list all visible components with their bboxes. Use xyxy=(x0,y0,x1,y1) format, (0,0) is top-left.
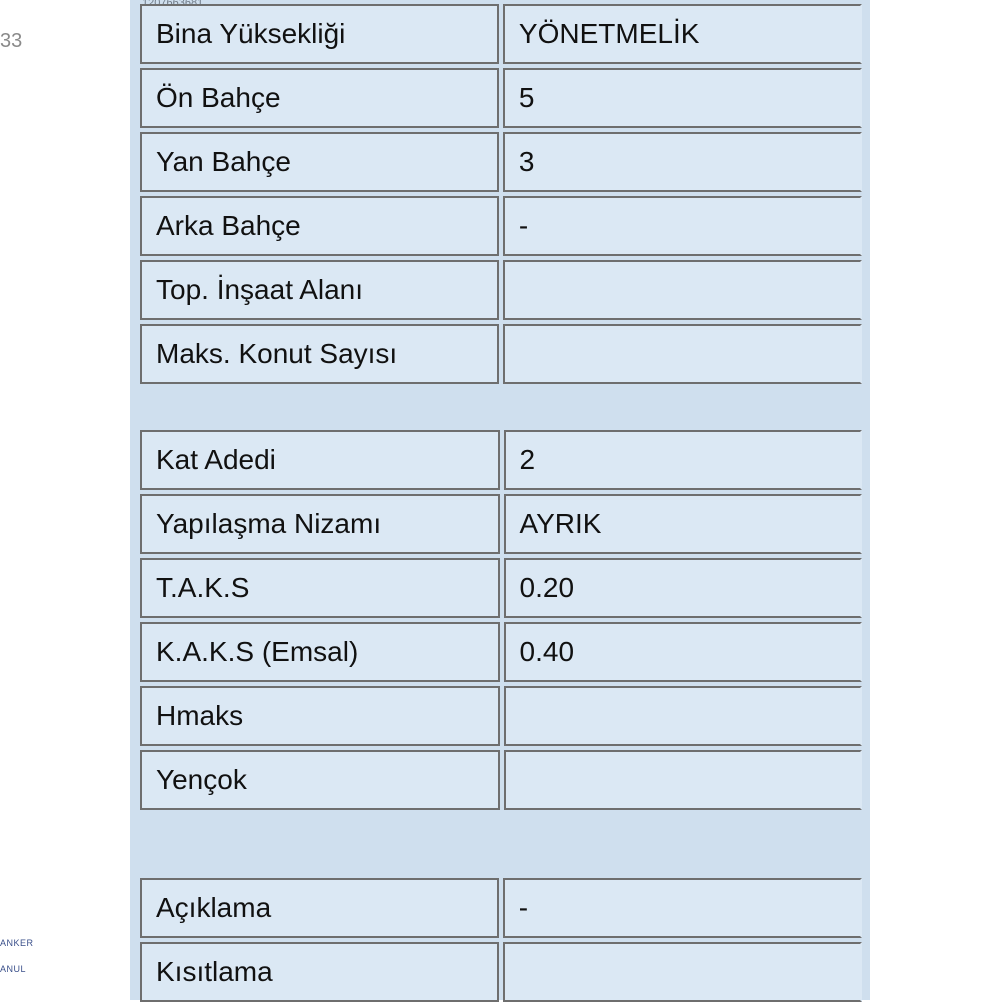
row-value xyxy=(504,686,862,746)
table-row xyxy=(140,942,862,1002)
table-row xyxy=(140,324,862,384)
agency-logo xyxy=(0,930,34,982)
table-row xyxy=(140,260,862,320)
row-label: Top. İnşaat Alanı xyxy=(140,260,499,320)
notes-table xyxy=(136,874,866,1006)
row-label: Bina Yüksekliği xyxy=(140,4,499,64)
row-label: Maks. Konut Sayısı xyxy=(140,324,499,384)
row-value xyxy=(504,750,862,810)
logo-line-2: ANUL xyxy=(0,964,27,974)
margin-number: 33 xyxy=(0,30,23,52)
row-value: 0.20 xyxy=(504,558,862,618)
table-row xyxy=(140,750,862,810)
table-row xyxy=(140,4,862,64)
table-row xyxy=(140,686,862,746)
row-value: 2 xyxy=(504,430,862,490)
table-row xyxy=(140,622,862,682)
row-label: Yan Bahçe xyxy=(140,132,499,192)
row-label: Ön Bahçe xyxy=(140,68,499,128)
row-value: 0.40 xyxy=(504,622,862,682)
table-row xyxy=(140,494,862,554)
building-density-table xyxy=(136,426,866,814)
building-setback-table xyxy=(136,0,866,388)
table-row xyxy=(140,558,862,618)
row-label: T.A.K.S xyxy=(140,558,500,618)
row-value: - xyxy=(503,196,862,256)
row-value xyxy=(503,324,862,384)
row-label: Yençok xyxy=(140,750,500,810)
row-label: K.A.K.S (Emsal) xyxy=(140,622,500,682)
table-row xyxy=(140,430,862,490)
row-value xyxy=(503,260,862,320)
row-value: 3 xyxy=(503,132,862,192)
row-label: Yapılaşma Nizamı xyxy=(140,494,500,554)
row-value: YÖNETMELİK xyxy=(503,4,862,64)
row-label: Arka Bahçe xyxy=(140,196,499,256)
row-label: Açıklama xyxy=(140,878,499,938)
row-value xyxy=(503,942,862,1002)
row-value: 5 xyxy=(503,68,862,128)
row-label: Kısıtlama xyxy=(140,942,499,1002)
row-label: Kat Adedi xyxy=(140,430,500,490)
row-label: Hmaks xyxy=(140,686,500,746)
table-row xyxy=(140,68,862,128)
row-value: AYRIK xyxy=(504,494,862,554)
row-value: - xyxy=(503,878,862,938)
logo-line-1: ANKER xyxy=(0,938,34,948)
table-row xyxy=(140,132,862,192)
table-row xyxy=(140,878,862,938)
table-row xyxy=(140,196,862,256)
